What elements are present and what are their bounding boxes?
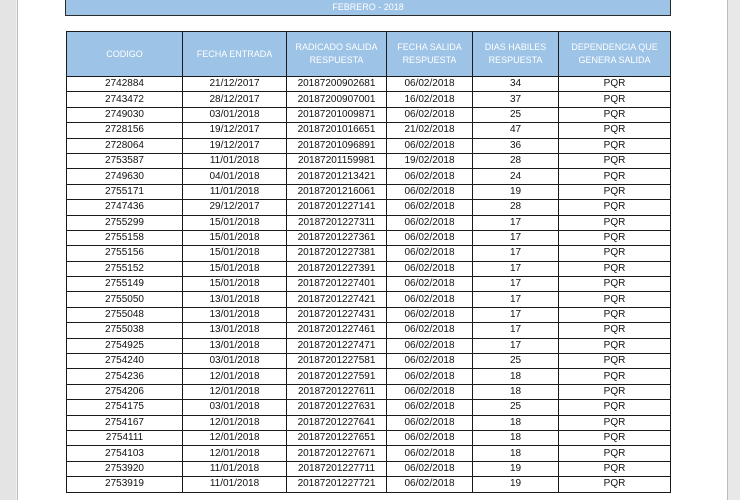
dias-habiles-cell: 17	[473, 323, 559, 338]
fecha-entrada-cell: 15/01/2018	[183, 230, 287, 245]
dias-habiles-cell: 18	[473, 369, 559, 384]
codigo-cell: 2728156	[67, 123, 183, 138]
radicado-cell: 20187201227391	[287, 261, 387, 276]
radicado-cell: 20187201216061	[287, 184, 387, 199]
table-row	[67, 92, 671, 107]
dias-habiles-cell: 17	[473, 277, 559, 292]
codigo-cell: 2753920	[67, 461, 183, 476]
dependencia-cell: PQR	[559, 261, 671, 276]
radicado-cell: 20187201159981	[287, 153, 387, 168]
dependencia-cell: PQR	[559, 415, 671, 430]
column-header-fecha-entrada: FECHA ENTRADA	[183, 32, 287, 77]
codigo-cell: 2754240	[67, 354, 183, 369]
radicado-cell: 20187201227611	[287, 384, 387, 399]
fecha-entrada-cell: 11/01/2018	[183, 461, 287, 476]
fecha-salida-cell: 06/02/2018	[387, 384, 473, 399]
codigo-cell: 2755149	[67, 277, 183, 292]
dias-habiles-cell: 25	[473, 354, 559, 369]
fecha-salida-cell: 06/02/2018	[387, 277, 473, 292]
table-row	[67, 184, 671, 199]
fecha-salida-cell: 06/02/2018	[387, 477, 473, 492]
fecha-salida-cell: 16/02/2018	[387, 92, 473, 107]
codigo-cell: 2749630	[67, 169, 183, 184]
fecha-entrada-cell: 13/01/2018	[183, 292, 287, 307]
fecha-salida-cell: 06/02/2018	[387, 369, 473, 384]
table-row	[67, 415, 671, 430]
dias-habiles-cell: 28	[473, 200, 559, 215]
dependencia-cell: PQR	[559, 246, 671, 261]
dias-habiles-cell: 18	[473, 430, 559, 445]
table-row	[67, 461, 671, 476]
fecha-salida-cell: 06/02/2018	[387, 169, 473, 184]
dependencia-cell: PQR	[559, 430, 671, 445]
table-row	[67, 77, 671, 92]
table-body	[67, 77, 671, 493]
fecha-entrada-cell: 15/01/2018	[183, 215, 287, 230]
codigo-cell: 2749030	[67, 107, 183, 122]
fecha-salida-cell: 06/02/2018	[387, 77, 473, 92]
fecha-salida-cell: 06/02/2018	[387, 446, 473, 461]
fecha-entrada-cell: 04/01/2018	[183, 169, 287, 184]
fecha-salida-cell: 19/02/2018	[387, 153, 473, 168]
fecha-entrada-cell: 13/01/2018	[183, 338, 287, 353]
fecha-entrada-cell: 11/01/2018	[183, 477, 287, 492]
dependencia-cell: PQR	[559, 292, 671, 307]
fecha-salida-cell: 06/02/2018	[387, 246, 473, 261]
codigo-cell: 2755048	[67, 307, 183, 322]
dias-habiles-cell: 28	[473, 153, 559, 168]
fecha-entrada-cell: 21/12/2017	[183, 77, 287, 92]
table-row	[67, 230, 671, 245]
radicado-cell: 20187201009871	[287, 107, 387, 122]
fecha-entrada-cell: 11/01/2018	[183, 153, 287, 168]
dias-habiles-cell: 25	[473, 400, 559, 415]
column-header-radicado-salida: RADICADO SALIDA RESPUESTA	[287, 32, 387, 77]
codigo-cell: 2754167	[67, 415, 183, 430]
radicado-cell: 20187200907001	[287, 92, 387, 107]
dias-habiles-cell: 19	[473, 477, 559, 492]
table-row	[67, 107, 671, 122]
dias-habiles-cell: 18	[473, 446, 559, 461]
fecha-entrada-cell: 19/12/2017	[183, 138, 287, 153]
column-header-dias-habiles: DIAS HABILES RESPUESTA	[473, 32, 559, 77]
codigo-cell: 2755156	[67, 246, 183, 261]
codigo-cell: 2755152	[67, 261, 183, 276]
fecha-entrada-cell: 12/01/2018	[183, 430, 287, 445]
dias-habiles-cell: 37	[473, 92, 559, 107]
dependencia-cell: PQR	[559, 477, 671, 492]
radicado-cell: 20187201227651	[287, 430, 387, 445]
table-row	[67, 400, 671, 415]
fecha-salida-cell: 06/02/2018	[387, 400, 473, 415]
dependencia-cell: PQR	[559, 354, 671, 369]
fecha-entrada-cell: 15/01/2018	[183, 246, 287, 261]
codigo-cell: 2754206	[67, 384, 183, 399]
radicado-cell: 20187201096891	[287, 138, 387, 153]
fecha-entrada-cell: 12/01/2018	[183, 446, 287, 461]
table-row	[67, 323, 671, 338]
dias-habiles-cell: 18	[473, 384, 559, 399]
table-row	[67, 338, 671, 353]
dependencia-cell: PQR	[559, 461, 671, 476]
dias-habiles-cell: 17	[473, 246, 559, 261]
table-row	[67, 369, 671, 384]
table-row	[67, 138, 671, 153]
table-row	[67, 354, 671, 369]
dependencia-cell: PQR	[559, 153, 671, 168]
fecha-entrada-cell: 28/12/2017	[183, 92, 287, 107]
table-row	[67, 384, 671, 399]
fecha-entrada-cell: 11/01/2018	[183, 184, 287, 199]
table-row	[67, 446, 671, 461]
radicado-cell: 20187201227471	[287, 338, 387, 353]
dependencia-cell: PQR	[559, 277, 671, 292]
column-header-codigo: CODIGO	[67, 32, 183, 77]
dependencia-cell: PQR	[559, 123, 671, 138]
report-table	[66, 31, 671, 493]
radicado-cell: 20187201227631	[287, 400, 387, 415]
radicado-cell: 20187201227361	[287, 230, 387, 245]
codigo-cell: 2755158	[67, 230, 183, 245]
fecha-salida-cell: 06/02/2018	[387, 415, 473, 430]
table-row	[67, 123, 671, 138]
table-row	[67, 292, 671, 307]
codigo-cell: 2728064	[67, 138, 183, 153]
dias-habiles-cell: 17	[473, 307, 559, 322]
dependencia-cell: PQR	[559, 200, 671, 215]
codigo-cell: 2754103	[67, 446, 183, 461]
table-row	[67, 477, 671, 492]
radicado-cell: 20187200902681	[287, 77, 387, 92]
dependencia-cell: PQR	[559, 230, 671, 245]
codigo-cell: 2754925	[67, 338, 183, 353]
fecha-salida-cell: 06/02/2018	[387, 461, 473, 476]
fecha-entrada-cell: 15/01/2018	[183, 261, 287, 276]
fecha-entrada-cell: 03/01/2018	[183, 400, 287, 415]
radicado-cell: 20187201227381	[287, 246, 387, 261]
fecha-salida-cell: 06/02/2018	[387, 107, 473, 122]
dias-habiles-cell: 24	[473, 169, 559, 184]
dependencia-cell: PQR	[559, 138, 671, 153]
fecha-entrada-cell: 13/01/2018	[183, 307, 287, 322]
fecha-entrada-cell: 15/01/2018	[183, 277, 287, 292]
fecha-entrada-cell: 19/12/2017	[183, 123, 287, 138]
fecha-salida-cell: 06/02/2018	[387, 200, 473, 215]
radicado-cell: 20187201213421	[287, 169, 387, 184]
dias-habiles-cell: 25	[473, 107, 559, 122]
dependencia-cell: PQR	[559, 323, 671, 338]
radicado-cell: 20187201227141	[287, 200, 387, 215]
dependencia-cell: PQR	[559, 107, 671, 122]
dependencia-cell: PQR	[559, 338, 671, 353]
dependencia-cell: PQR	[559, 215, 671, 230]
table-row	[67, 307, 671, 322]
radicado-cell: 20187201227431	[287, 307, 387, 322]
dias-habiles-cell: 17	[473, 338, 559, 353]
dependencia-cell: PQR	[559, 384, 671, 399]
radicado-cell: 20187201227581	[287, 354, 387, 369]
dependencia-cell: PQR	[559, 184, 671, 199]
table-row	[67, 153, 671, 168]
codigo-cell: 2754111	[67, 430, 183, 445]
radicado-cell: 20187201227421	[287, 292, 387, 307]
table-row	[67, 430, 671, 445]
dependencia-cell: PQR	[559, 92, 671, 107]
dias-habiles-cell: 34	[473, 77, 559, 92]
dias-habiles-cell: 36	[473, 138, 559, 153]
radicado-cell: 20187201227591	[287, 369, 387, 384]
fecha-salida-cell: 06/02/2018	[387, 261, 473, 276]
dependencia-cell: PQR	[559, 400, 671, 415]
dias-habiles-cell: 47	[473, 123, 559, 138]
dependencia-cell: PQR	[559, 77, 671, 92]
fecha-entrada-cell: 12/01/2018	[183, 415, 287, 430]
table-row	[67, 215, 671, 230]
radicado-cell: 20187201227721	[287, 477, 387, 492]
dependencia-cell: PQR	[559, 169, 671, 184]
codigo-cell: 2755038	[67, 323, 183, 338]
codigo-cell: 2755050	[67, 292, 183, 307]
codigo-cell: 2742884	[67, 77, 183, 92]
fecha-salida-cell: 06/02/2018	[387, 323, 473, 338]
dias-habiles-cell: 17	[473, 261, 559, 276]
document-page	[17, 0, 728, 500]
radicado-cell: 20187201227671	[287, 446, 387, 461]
codigo-cell: 2743472	[67, 92, 183, 107]
codigo-cell: 2747436	[67, 200, 183, 215]
table-row	[67, 246, 671, 261]
table-row	[67, 169, 671, 184]
dependencia-cell: PQR	[559, 307, 671, 322]
month-banner: FEBRERO - 2018	[65, 0, 671, 16]
table-row	[67, 261, 671, 276]
viewer-left-margin	[0, 0, 16, 500]
column-header-fecha-salida: FECHA SALIDA RESPUESTA	[387, 32, 473, 77]
dias-habiles-cell: 17	[473, 215, 559, 230]
column-header-dependencia: DEPENDENCIA QUE GENERA SALIDA	[559, 32, 671, 77]
dependencia-cell: PQR	[559, 369, 671, 384]
dias-habiles-cell: 19	[473, 461, 559, 476]
fecha-entrada-cell: 29/12/2017	[183, 200, 287, 215]
fecha-entrada-cell: 13/01/2018	[183, 323, 287, 338]
fecha-salida-cell: 06/02/2018	[387, 307, 473, 322]
header-row	[67, 32, 671, 77]
radicado-cell: 20187201016651	[287, 123, 387, 138]
codigo-cell: 2755299	[67, 215, 183, 230]
fecha-entrada-cell: 12/01/2018	[183, 384, 287, 399]
radicado-cell: 20187201227311	[287, 215, 387, 230]
codigo-cell: 2754236	[67, 369, 183, 384]
fecha-salida-cell: 06/02/2018	[387, 230, 473, 245]
codigo-cell: 2754175	[67, 400, 183, 415]
dias-habiles-cell: 19	[473, 184, 559, 199]
table-row	[67, 277, 671, 292]
fecha-salida-cell: 06/02/2018	[387, 430, 473, 445]
viewer-scrollbar[interactable]	[726, 0, 740, 500]
table-row	[67, 200, 671, 215]
fecha-entrada-cell: 03/01/2018	[183, 107, 287, 122]
dias-habiles-cell: 18	[473, 415, 559, 430]
dependencia-cell: PQR	[559, 446, 671, 461]
codigo-cell: 2755171	[67, 184, 183, 199]
radicado-cell: 20187201227641	[287, 415, 387, 430]
fecha-salida-cell: 06/02/2018	[387, 354, 473, 369]
radicado-cell: 20187201227461	[287, 323, 387, 338]
dias-habiles-cell: 17	[473, 230, 559, 245]
fecha-entrada-cell: 12/01/2018	[183, 369, 287, 384]
fecha-salida-cell: 21/02/2018	[387, 123, 473, 138]
dias-habiles-cell: 17	[473, 292, 559, 307]
fecha-salida-cell: 06/02/2018	[387, 292, 473, 307]
codigo-cell: 2753919	[67, 477, 183, 492]
fecha-entrada-cell: 03/01/2018	[183, 354, 287, 369]
fecha-salida-cell: 06/02/2018	[387, 184, 473, 199]
radicado-cell: 20187201227711	[287, 461, 387, 476]
fecha-salida-cell: 06/02/2018	[387, 138, 473, 153]
radicado-cell: 20187201227401	[287, 277, 387, 292]
codigo-cell: 2753587	[67, 153, 183, 168]
fecha-salida-cell: 06/02/2018	[387, 215, 473, 230]
fecha-salida-cell: 06/02/2018	[387, 338, 473, 353]
